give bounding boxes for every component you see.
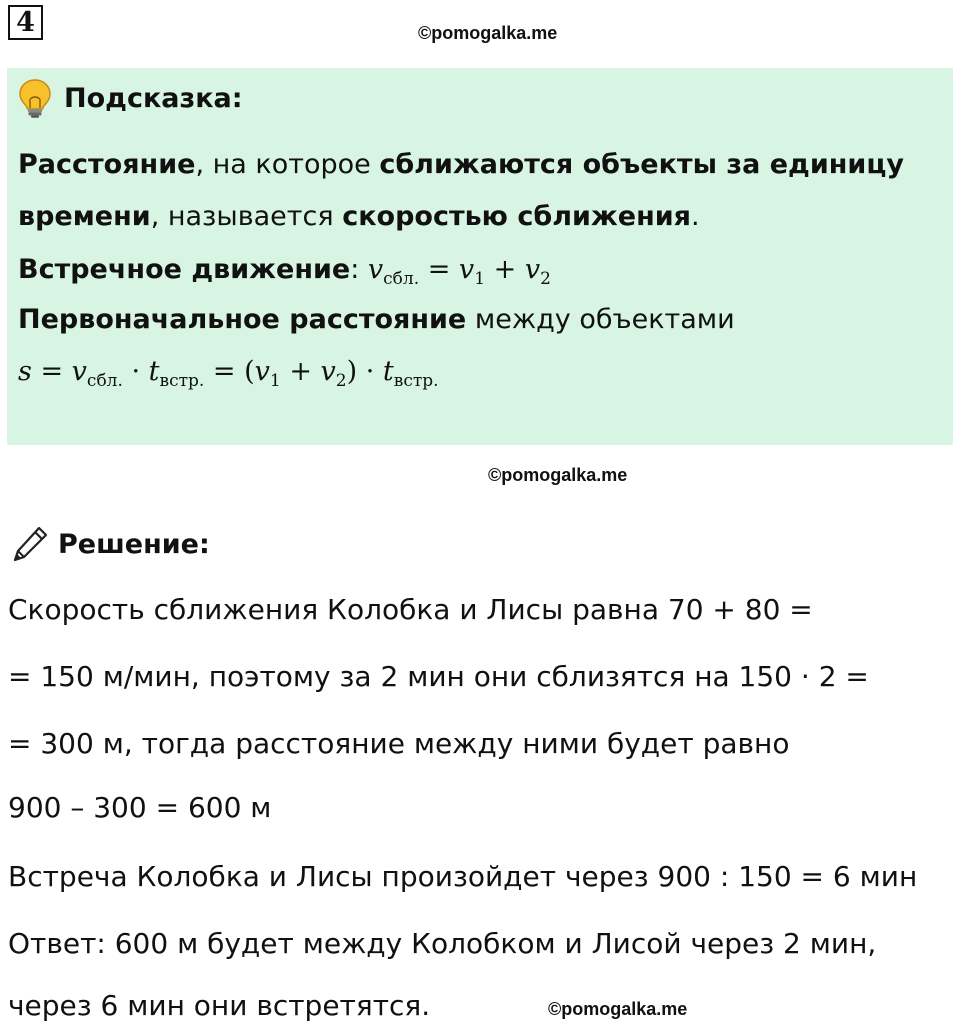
term-initial-distance: Первоначальное расстояние bbox=[18, 304, 467, 335]
solution-title bbox=[10, 522, 210, 566]
watermark-top: ©pomogalka.me bbox=[418, 23, 558, 43]
hint-line-2: времени, называется скоростью сближения. bbox=[18, 201, 700, 232]
term-oncoming-motion: Встречное движение bbox=[18, 254, 351, 285]
hint-line-1: Расстояние, на которое сближаются объекты за единицу bbox=[18, 149, 904, 180]
solution-answer-line-2: через 6 мин они встретятся. bbox=[8, 989, 431, 1022]
hint-line-4: Первоначальное расстояние между объектами bbox=[18, 304, 735, 335]
watermark-middle: ©pomogalka.me bbox=[488, 465, 628, 485]
formula-initial-distance: $s = v_{сбл.} \cdot t_{встр.} = (v_1 + v_2) \cdot t_{встр.}$ bbox=[18, 356, 439, 391]
solution-line-2: = 150 м/мин, поэтому за 2 мин они сблизятся на 150 · 2 = bbox=[8, 660, 869, 693]
pencil-icon bbox=[10, 524, 50, 564]
lightbulb-icon bbox=[18, 78, 52, 118]
term-approach-speed: скоростью сближения bbox=[342, 201, 691, 232]
task-number: 4 bbox=[8, 5, 43, 40]
hint-line-5 bbox=[18, 354, 439, 399]
formula-approach-speed: $v_{сбл.} = v_1 + v_2$ bbox=[367, 254, 551, 289]
hint-title-text: Подсказка: bbox=[64, 82, 243, 114]
solution-answer-line-1: Ответ: 600 м будет между Колобком и Лисой через 2 мин, bbox=[8, 927, 877, 960]
term-distance: Расстояние bbox=[18, 149, 196, 180]
watermark-bottom: ©pomogalka.me bbox=[548, 999, 688, 1019]
solution-line-1: Скорость сближения Колобка и Лисы равна 70 + 80 = bbox=[8, 593, 813, 626]
solution-line-5: Встреча Колобка и Лисы произойдет через 900 : 150 = 6 мин bbox=[8, 860, 918, 893]
solution-line-4: 900 – 300 = 600 м bbox=[8, 791, 272, 824]
hint-line-3: Встречное движение: $v_{сбл.} = v_1 + v_2$ bbox=[18, 254, 551, 289]
solution-line-3: = 300 м, тогда расстояние между ними будет равно bbox=[8, 727, 790, 760]
hint-title bbox=[18, 78, 243, 118]
solution-title-text: Решение: bbox=[58, 528, 210, 560]
